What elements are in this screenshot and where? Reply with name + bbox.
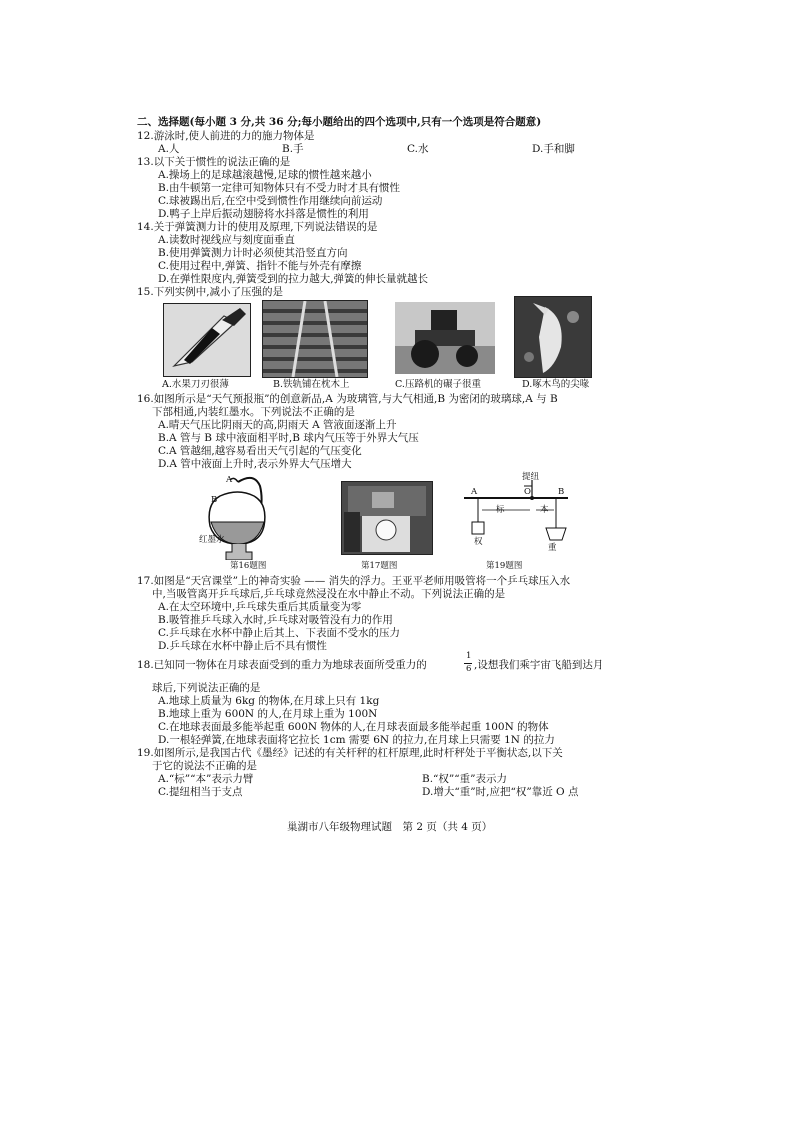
fig19-biao-label: 标 bbox=[496, 505, 505, 515]
q18-option-b: B.地球上重为 600N 的人,在月球上重为 100N bbox=[158, 708, 378, 720]
page-footer: 巢湖市八年级物理试题 第 2 页（共 4 页） bbox=[287, 821, 493, 833]
fig19-ben-label: 本 bbox=[540, 505, 549, 515]
q13-option-d: D.鸭子上岸后振动翅膀将水抖落是惯性的利用 bbox=[158, 208, 369, 220]
fig19-tigniu-label: 提纽 bbox=[522, 472, 540, 482]
q16-option-b: B.A 管与 B 球中液面相平时,B 球内气压等于外界大气压 bbox=[158, 432, 419, 444]
q14-stem: 14.关于弹簧测力计的使用及原理,下列说法错误的是 bbox=[137, 221, 378, 233]
q14-option-b: B.使用弹簧测力计时必须使其沿竖直方向 bbox=[158, 247, 348, 259]
q18-fraction-numerator: 1 bbox=[466, 651, 472, 661]
q17-stem-line2: 中,当吸管离开乒乓球后,乒乓球竟然浸没在水中静止不动。下列说法正确的是 bbox=[152, 588, 506, 600]
fig19-quan-label: 权 bbox=[474, 537, 483, 547]
fig16-caption: 第16题图 bbox=[230, 561, 267, 571]
fig19-label-o: O bbox=[524, 487, 531, 497]
fig19-label-b: B bbox=[558, 487, 565, 497]
q15-option-a: A.水果刀刃很薄 bbox=[162, 379, 229, 390]
railway-photo bbox=[262, 300, 368, 378]
q16-option-d: D.A 管中液面上升时,表示外界大气压增大 bbox=[158, 458, 352, 470]
q16-option-c: C.A 管越细,越容易看出天气引起的气压变化 bbox=[158, 445, 362, 457]
fig19-caption: 第19题图 bbox=[486, 561, 523, 571]
figure-16-weather-bottle bbox=[198, 474, 278, 560]
q19-stem-line1: 19.如图所示,是我国古代《墨经》记述的有关杆秤的杠杆原理,此时杆秤处于平衡状态,以下关 bbox=[137, 747, 563, 759]
fig19-label-a: A bbox=[471, 487, 478, 497]
q13-option-a: A.操场上的足球越滚越慢,足球的惯性越来越小 bbox=[158, 169, 372, 181]
q17-stem-line1: 17.如图是“天宫课堂”上的神奇实验 —— 消失的浮力。王亚平老师用吸管将一个乒乓球压入水 bbox=[137, 575, 571, 587]
knife-photo bbox=[163, 303, 251, 377]
q18-option-c: C.在地球表面最多能举起重 600N 物体的人,在月球表面最多能举起重 100N 的物体 bbox=[158, 721, 549, 733]
q17-option-a: A.在太空环境中,乒乓球失重后其质量变为零 bbox=[158, 601, 362, 613]
fig16-label-b: B bbox=[211, 495, 218, 505]
q16-stem-line1: 16.如图所示是“天气预报瓶”的创意新品,A 为玻璃管,与大气相通,B 为密闭的玻璃球,A 与 B bbox=[137, 393, 558, 405]
q17-option-c: C.乒乓球在水杯中静止后其上、下表面不受水的压力 bbox=[158, 627, 400, 639]
q13-option-b: B.由牛顿第一定律可知物体只有不受力时才具有惯性 bbox=[158, 182, 401, 194]
q19-option-b: B.“权”“重”表示力 bbox=[422, 773, 508, 785]
figure-17-photo bbox=[341, 481, 433, 555]
q12-stem: 12.游泳时,使人前进的力的施力物体是 bbox=[137, 130, 315, 142]
q16-stem-line2: 下部相通,内装红墨水。下列说法不正确的是 bbox=[152, 406, 355, 418]
q15-option-b: B.铁轨铺在枕木上 bbox=[273, 379, 350, 390]
q19-option-c: C.提纽相当于支点 bbox=[158, 786, 243, 798]
fig16-ink-label: 红墨水 bbox=[199, 535, 225, 545]
fig17-caption: 第17题图 bbox=[361, 561, 398, 571]
fig16-label-a: A bbox=[226, 475, 233, 485]
q14-option-c: C.使用过程中,弹簧、指针不能与外壳有摩擦 bbox=[158, 260, 362, 272]
q18-option-a: A.地球上质量为 6kg 的物体,在月球上只有 1kg bbox=[158, 695, 380, 707]
q15-option-c: C.压路机的碾子很重 bbox=[395, 379, 481, 390]
q12-option-c: C.水 bbox=[407, 143, 429, 155]
q16-option-a: A.晴天气压比阴雨天的高,阴雨天 A 管液面逐渐上升 bbox=[158, 419, 397, 431]
q18-option-d: D.一根轻弹簧,在地球表面将它拉长 1cm 需要 6N 的拉力,在月球上只需要 1N 的拉力 bbox=[158, 734, 555, 746]
fig19-zhong-label: 重 bbox=[548, 543, 557, 553]
q15-option-d: D.啄木鸟的尖喙 bbox=[522, 379, 590, 390]
q12-option-a: A.人 bbox=[158, 143, 180, 155]
q19-stem-line2: 于它的说法不正确的是 bbox=[152, 760, 257, 772]
q13-option-c: C.球被踢出后,在空中受到惯性作用继续向前运动 bbox=[158, 195, 383, 207]
q17-option-d: D.乒乓球在水杯中静止后不具有惯性 bbox=[158, 640, 327, 652]
q12-option-d: D.手和脚 bbox=[532, 143, 575, 155]
q17-option-b: B.吸管推乒乓球入水时,乒乓球对吸管没有力的作用 bbox=[158, 614, 393, 626]
q18-fraction-denominator: 6 bbox=[466, 664, 472, 674]
woodpecker-photo bbox=[514, 296, 592, 378]
q19-option-a: A.“标”“本”表示力臂 bbox=[158, 773, 254, 785]
q14-option-a: A.读数时视线应与刻度面垂直 bbox=[158, 234, 295, 246]
q13-stem: 13.以下关于惯性的说法正确的是 bbox=[137, 156, 291, 168]
q18-stem-line2: 球后,下列说法正确的是 bbox=[152, 682, 261, 694]
q18-stem-post: ,设想我们乘宇宙飞船到达月 bbox=[474, 659, 604, 671]
q19-option-d: D.增大“重”时,应把“权”靠近 O 点 bbox=[422, 786, 579, 798]
q15-stem: 15.下列实例中,减小了压强的是 bbox=[137, 286, 284, 298]
q14-option-d: D.在弹性限度内,弹簧受到的拉力越大,弹簧的伸长量就越长 bbox=[158, 273, 429, 285]
road-roller-photo bbox=[395, 302, 495, 374]
q12-option-b: B.手 bbox=[282, 143, 304, 155]
q18-stem-pre: 18.已知同一物体在月球表面受到的重力为地球表面所受重力的 bbox=[137, 659, 427, 671]
section-header: 二、选择题(每小题 3 分,共 36 分;每小题给出的四个选项中,只有一个选项是符合题意) bbox=[137, 116, 542, 128]
